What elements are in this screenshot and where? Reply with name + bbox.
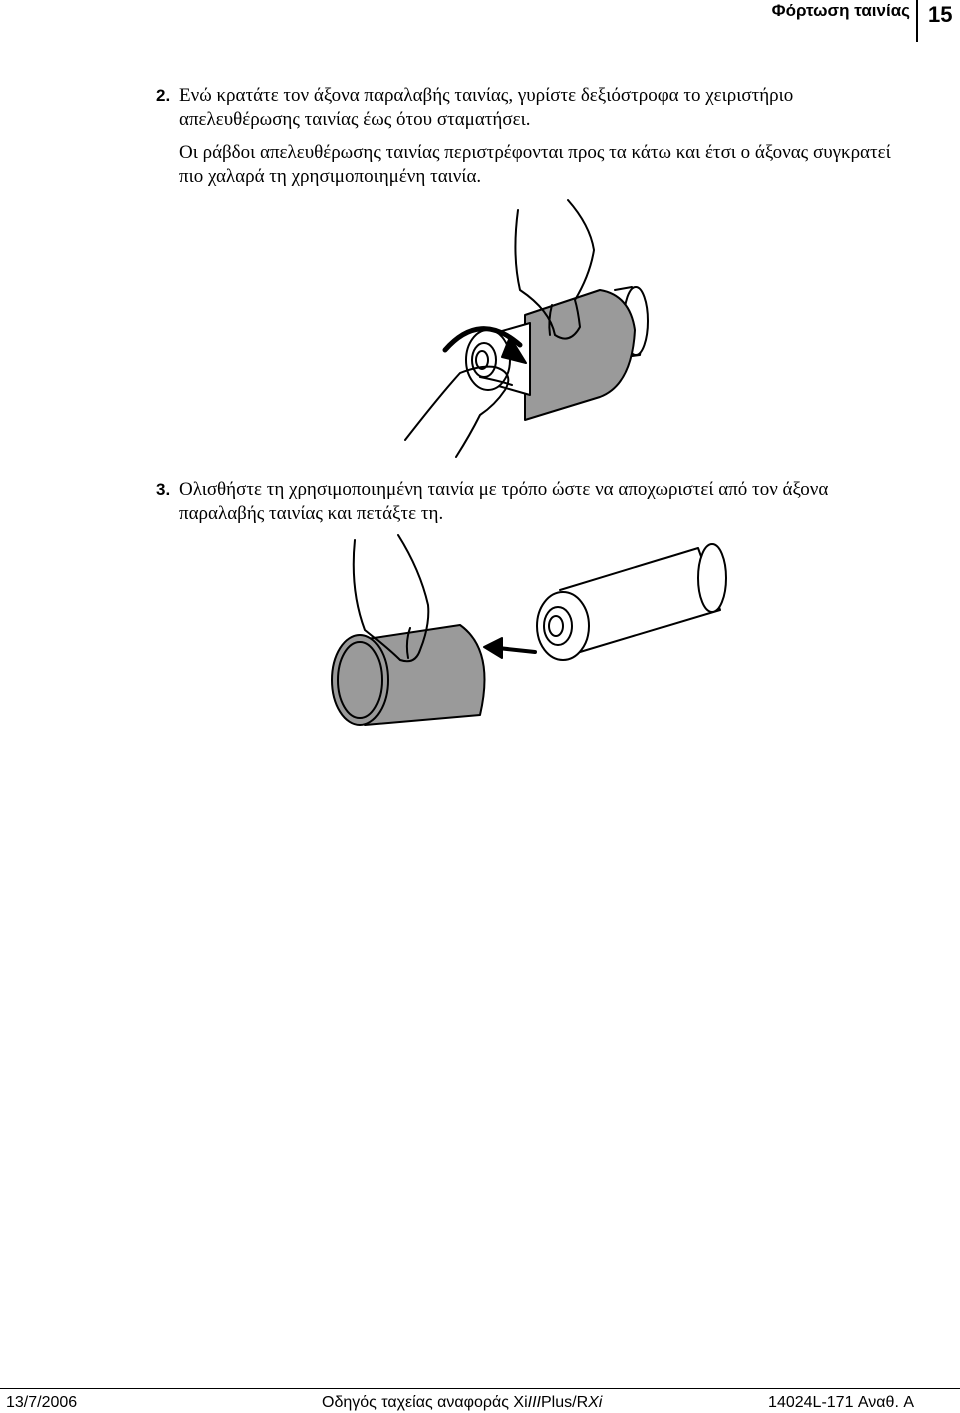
page-number: 15: [928, 2, 953, 27]
footer-guide-text: Οδηγός ταχείας αναφοράς Xi: [322, 1394, 528, 1411]
header-divider: [916, 0, 918, 42]
section-title: Φόρτωση ταινίας: [771, 1, 910, 20]
release-knob-illustration: [400, 195, 670, 460]
footer-guide-xi: Xi: [588, 1394, 603, 1411]
slide-ribbon-illustration: [320, 530, 740, 730]
footer-doc-number: 14024L-171 Αναθ. A: [768, 1394, 914, 1411]
footer-guide-title: [322, 1393, 602, 1413]
step-3-text: Ολισθήστε τη χρησιμοποιημένη ταινία με τρόπο ώστε να αποχωριστεί από τον άξονα παραλαβής ταινίας και πετάξτε τη.: [179, 479, 829, 524]
step-2-note: Οι ράβδοι απελευθέρωσης ταινίας περιστρέφονται προς τα κάτω και έτσι ο άξονας συγκρατεί πιο χαλαρά τη χρησιμοποιημένη ταινία.: [179, 142, 891, 187]
step-3-number: 3.: [156, 480, 171, 499]
footer-guide-plus: Plus/R: [541, 1394, 589, 1411]
step-2-text: Ενώ κρατάτε τον άξονα παραλαβής ταινίας, γυρίστε δεξιόστροφα το χειριστήριο απελευθέρωσης ταινίας έως ότου σταματήσει.: [179, 85, 794, 130]
footer-date: 13/7/2006: [6, 1394, 78, 1411]
footer-guide-roman: III: [527, 1394, 541, 1411]
footer-divider: [0, 1388, 960, 1389]
step-2-number: 2.: [156, 86, 171, 105]
